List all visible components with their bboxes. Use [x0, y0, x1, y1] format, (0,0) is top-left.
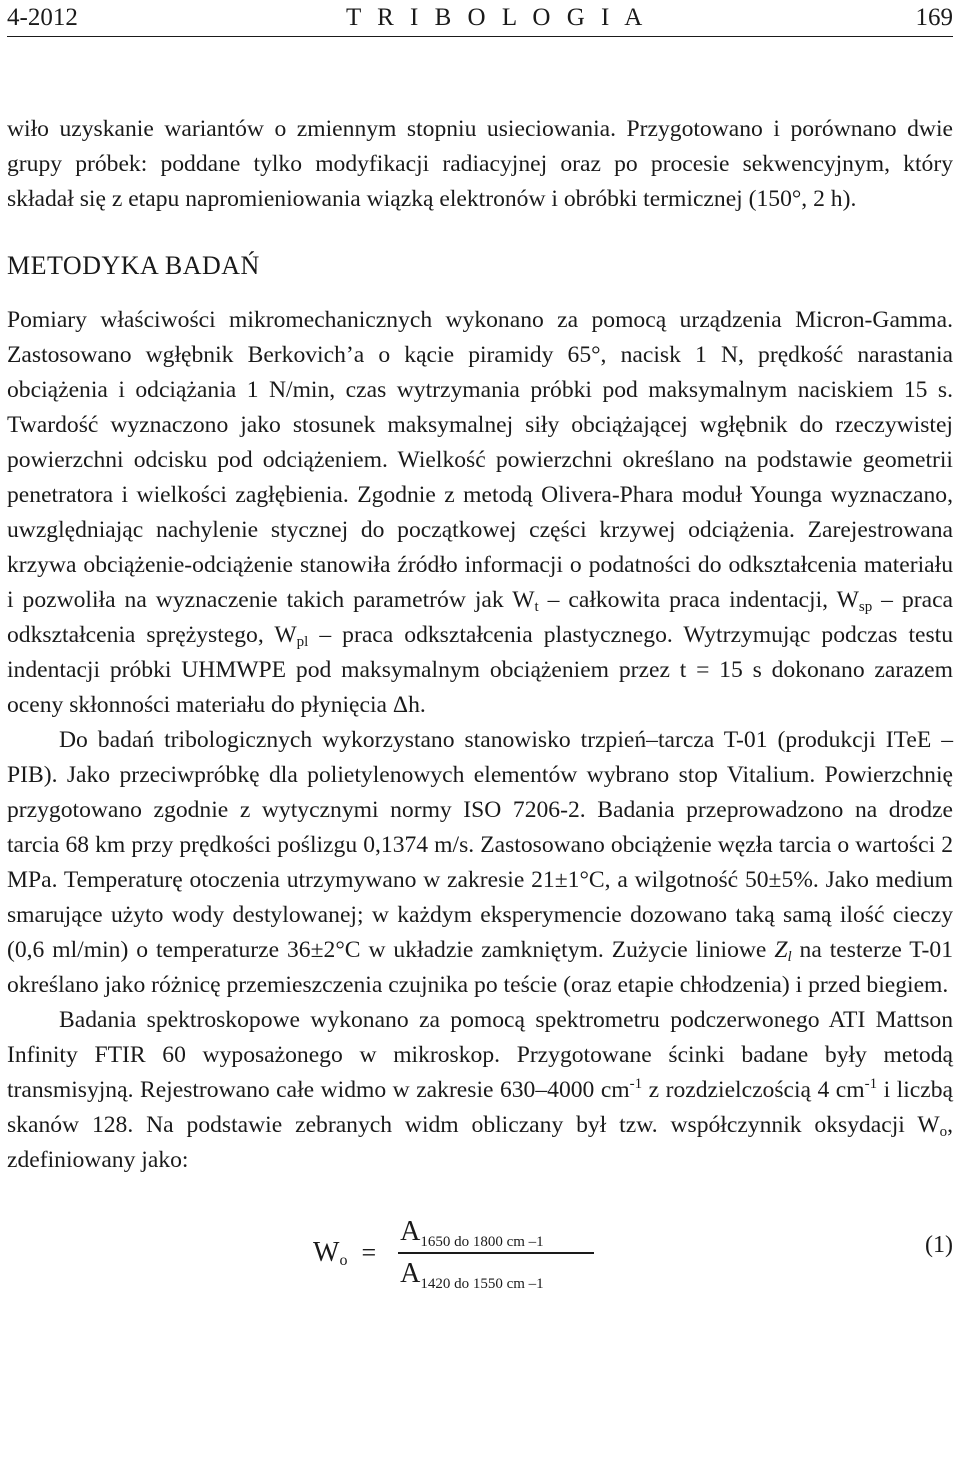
cm-exponent-2: -1	[864, 1076, 878, 1092]
equals-sign: =	[361, 1238, 377, 1267]
intro-paragraph: wiło uzyskanie wariantów o zmiennym stopniu usieciowania. Przygotowano i porównano dwie grupy próbek: poddane tylko modyfikacji radiacyjnej oraz po procesie sekwencyjnym, który składał się z etapu napromieniowania wiązką elektronów i obróbki termicznej (150°, 2 h).	[7, 116, 953, 212]
cm-exponent-1: -1	[629, 1076, 643, 1092]
p3-text-b: z rozdzielczością 4 cm	[642, 1077, 865, 1103]
numerator-subscript: 1650 do 1800 cm –1	[420, 1234, 544, 1251]
p3-text-c: i liczbą skanów 128. Na podstawie zebranych widm obliczany był tzw. współczynnik oksydacji W	[7, 1077, 953, 1138]
wo-subscript: o	[939, 1124, 948, 1140]
p1-text-b: – całkowita praca indentacji, W	[538, 587, 859, 613]
lhs-subscript: o	[339, 1252, 348, 1269]
page-number: 169	[915, 4, 953, 31]
wsp-subscript: sp	[858, 599, 873, 615]
wt-subscript: t	[534, 599, 539, 615]
methods-paragraph-1	[7, 303, 953, 723]
denominator-subscript: 1420 do 1550 cm –1	[420, 1275, 544, 1292]
denominator-symbol: A	[400, 1257, 421, 1289]
numerator-symbol: A	[400, 1216, 421, 1248]
wpl-subscript: pl	[296, 634, 309, 650]
p3-text-d: , zdefiniowany jako:	[7, 1112, 953, 1173]
journal-title: T R I B O L O G I A	[346, 4, 648, 31]
fraction	[398, 1216, 594, 1290]
zl-subscript: l	[787, 949, 792, 965]
running-header	[7, 0, 953, 37]
zl-symbol: Z	[774, 937, 788, 963]
oxidation-index-equation	[7, 1198, 953, 1308]
p1-text-d: – praca odkształcenia plastycznego. Wytrzymując podczas testu indentacji próbki UHMWPE pod maksymalnym obciążeniem przez t = 15 s dokonano zarazem oceny skłonności materiału do płynięcia Δh.	[7, 622, 954, 718]
methods-paragraph-2	[7, 723, 953, 1003]
article-body	[7, 112, 953, 1308]
fraction-bar	[398, 1252, 594, 1254]
methods-paragraph-3	[7, 1003, 953, 1178]
equation-number: (1)	[925, 1232, 953, 1258]
p1-text-c: – praca odkształcenia sprężystego, W	[7, 587, 954, 648]
p2-text-b: na testerze T-01 określano jako różnicę przemieszczenia czujnika po teście (oraz etapie chłodzenia) i przed biegiem.	[7, 937, 953, 998]
equation-lhs	[313, 1237, 347, 1269]
numerator	[398, 1216, 544, 1251]
lhs-symbol: W	[313, 1237, 340, 1268]
p1-text-a: Pomiary właściwości mikromechanicznych wykonano za pomocą urządzenia Micron-Gamma. Zastosowano wgłębnik Berkovich’a o kącie piramidy 65°, nacisk 1 N, prędkość narastania obciążenia i odciążania 1 N/min, czas wytrzymania próbki pod maksymalnym naciskiem 15 s. Twardość wyznaczono jako stosunek maksymalnej siły obciążającej wgłębnik do rzeczywistej powierzchni odcisku pod odciążeniem. Wielkość powierzchni określano na podstawie geometrii penetratora i wielkości zagłębienia. Zgodnie z metodą Olivera-Phara moduł Younga wyznaczano, uwzględniając nachylenie stycznej do początkowej części krzywej odciążenia. Zarejestrowana krzywa obciążenie-odciążenie stanowiła źródło informacji o podatności do odkształcenia materiału i pozwoliła na wyznaczenie takich parametrów jak W	[7, 307, 953, 613]
issue-label: 4-2012	[7, 4, 78, 31]
section-heading: METODYKA BADAŃ	[7, 251, 260, 280]
equation-body	[313, 1198, 594, 1308]
denominator	[398, 1258, 544, 1290]
p2-text-a: Do badań tribologicznych wykorzystano stanowisko trzpień–tarcza T-01 (produkcji ITeE – PIB). Jako przeciwpróbkę dla polietylenowych elementów wybrano stop Vitalium. Powierzchnię przygotowano zgodnie z wytycznymi normy ISO 7206-2. Badania przeprowadzono na drodze tarcia 68 km przy prędkości poślizgu 0,1374 m/s. Zastosowano obciążenie węzła tarcia o wartości 2 MPa. Temperaturę otoczenia utrzymywano w zakresie 21±1°C, a wilgotność 50±5%. Jako medium smarujące użyto wody destylowanej; w każdym eksperymencie dozowano taką samą ilość cieczy (0,6 ml/min) o temperaturze 36±2°C w układzie zamkniętym. Zużycie liniowe	[7, 727, 953, 963]
p3-text-a: Badania spektroskopowe wykonano za pomocą spektrometru podczerwonego ATI Mattson Infinity FTIR 60 wyposażonego w mikroskop. Przygotowane ścinki badane były metodą transmisyjną. Rejestrowano całe widmo w zakresie 630–4000 cm	[7, 1007, 953, 1103]
